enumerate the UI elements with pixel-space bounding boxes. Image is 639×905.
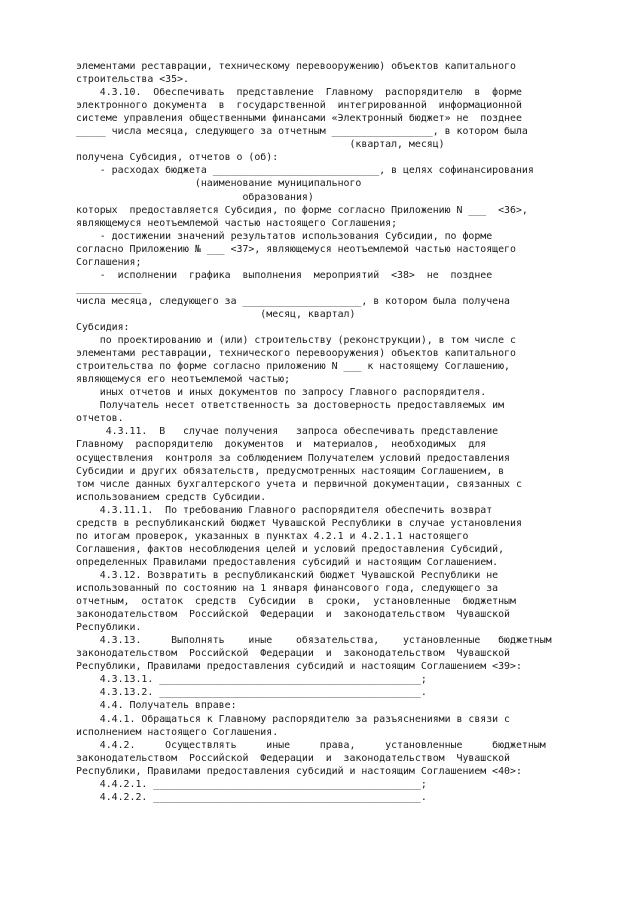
text-line: использованный по состоянию на 1 января финансового года, следующего за: [76, 583, 499, 594]
text-line: 4.4.2. Осуществлять иные права, установленные бюджетным: [76, 739, 546, 751]
text-line: отчетным, остаток средств Субсидии в сроки, установленные бюджетным: [76, 596, 516, 608]
text-line: получена Субсидия, отчетов о (об):: [76, 152, 279, 164]
text-line: том числе данных бухгалтерского учета и первичной документации, связанных с: [76, 478, 522, 490]
text-line: 4.3.13. Выполнять иные обязательства, установленные бюджетным: [76, 635, 552, 647]
text-line: (квартал, месяц): [76, 139, 445, 151]
text-line: строительства <35>.: [76, 74, 189, 86]
text-line: электронного документа в государственной интегрированной информационной: [76, 100, 522, 112]
text-line: Получатель несет ответственность за достоверность предоставляемых им: [76, 400, 505, 412]
text-line: системе управления общественными финансами «Электронный бюджет» не позднее: [76, 113, 522, 125]
text-line: Соглашения;: [76, 256, 142, 268]
text-line: Субсидия:: [76, 322, 130, 333]
text-line: использованием средств Субсидии.: [76, 491, 267, 503]
text-line: которых предоставляется Субсидия, по форме согласно Приложению N ___ <36>,: [76, 204, 528, 216]
text-line: Республики.: [76, 622, 142, 634]
text-line: 4.3.13.2. ____________________________________________.: [76, 687, 427, 699]
text-line: числа месяца, следующего за ____________________, в котором была получена: [76, 295, 511, 307]
text-line: 4.4.2.1. _____________________________________________;: [76, 778, 427, 790]
text-line: средств в республиканский бюджет Чувашской Республики в случае установления: [76, 517, 522, 529]
text-line: элементами реставрации, технического перевооружения) объектов капитального: [76, 348, 516, 360]
text-line: законодательством Российской Федерации и законодательством Чувашской: [76, 609, 511, 621]
text-line: являющемуся его неотъемлемой частью;: [76, 374, 291, 386]
text-line: исполнением настоящего Соглашения.: [76, 726, 279, 738]
text-line: образования): [76, 191, 314, 203]
text-line: элементами реставрации, техническому перевооружению) объектов капитального: [76, 61, 516, 72]
text-line: _____ числа месяца, следующего за отчетным _________________, в котором была: [76, 126, 528, 138]
text-line: - достижении значений результатов использования Субсидии, по форме: [76, 230, 493, 242]
text-line: - расходах бюджета ____________________________, в целях софинансирования: [76, 165, 534, 177]
text-line: 4.4.2.2. _____________________________________________.: [76, 791, 427, 803]
text-line: ___________: [76, 282, 142, 294]
text-line: 4.4. Получатель вправе:: [76, 700, 237, 712]
text-line: 4.4.1. Обращаться к Главному распорядителю за разъяснениями в связи с: [76, 713, 511, 725]
text-line: 4.3.12. Возвратить в республиканский бюджет Чувашской Республики не: [76, 569, 499, 581]
text-line: по итогам проверок, указанных в пунктах 4.2.1 и 4.2.1.1 настоящего: [76, 530, 469, 542]
text-line: 4.3.11.1. По требованию Главного распорядителя обеспечить возврат: [76, 504, 493, 516]
text-line: Соглашения, фактов несоблюдения целей и условий предоставления Субсидий,: [76, 543, 505, 555]
text-line: осуществления контроля за соблюдением Получателем условий предоставления: [76, 452, 511, 464]
text-line: 4.3.11. В случае получения запроса обеспечивать представление: [76, 426, 499, 438]
text-line: строительства по форме согласно приложению N ___ к настоящему Соглашению,: [76, 361, 511, 373]
text-line: (месяц, квартал): [76, 308, 356, 320]
text-line: Республики, Правилами предоставления субсидий и настоящим Соглашением <40>:: [76, 765, 522, 777]
text-line: Субсидии и других обязательств, предусмотренных настоящим Соглашением, в: [76, 465, 505, 477]
text-line: отчетов.: [76, 413, 124, 425]
text-line: 4.3.10. Обеспечивать представление Главному распорядителю в форме: [76, 87, 522, 99]
text-line: - исполнении графика выполнения мероприятий <38> не позднее: [76, 269, 493, 281]
text-line: 4.3.13.1. ____________________________________________;: [76, 674, 427, 686]
text-line: иных отчетов и иных документов по запросу Главного распорядителя.: [76, 387, 487, 399]
text-line: законодательством Российской Федерации и законодательством Чувашской: [76, 648, 511, 660]
text-line: являющемуся неотъемлемой частью настоящего Соглашения;: [76, 217, 398, 229]
text-line: законодательством Российской Федерации и законодательством Чувашской: [76, 752, 511, 764]
text-line: Республики, Правилами предоставления субсидий и настоящим Соглашением <39>:: [76, 661, 522, 673]
text-line: (наименование муниципального: [76, 178, 362, 190]
text-line: согласно Приложению № ___ <37>, являющемуся неотъемлемой частью настоящего: [76, 243, 516, 255]
text-line: по проектированию и (или) строительству (реконструкции), в том числе с: [76, 335, 516, 347]
text-line: определенных Правилами предоставления субсидий и настоящим Соглашением.: [76, 556, 499, 568]
text-line: Главному распорядителю документов и материалов, необходимых для: [76, 439, 487, 451]
